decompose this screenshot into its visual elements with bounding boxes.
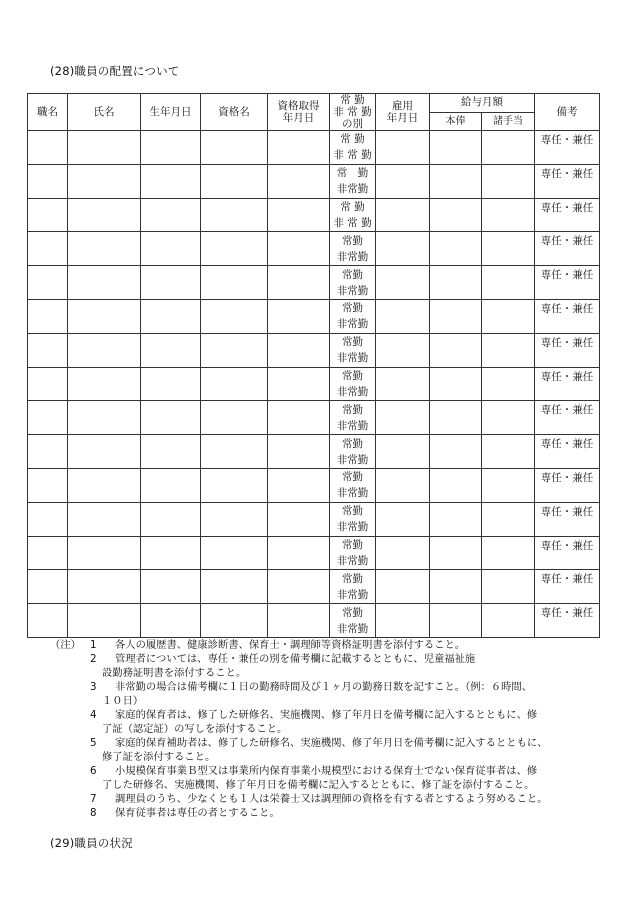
- hire-date-cell[interactable]: [376, 232, 430, 266]
- position-cell[interactable]: [28, 232, 68, 266]
- birth-date-cell[interactable]: [141, 232, 201, 266]
- qualification-cell[interactable]: [201, 536, 268, 570]
- allowances-cell[interactable]: [482, 435, 535, 469]
- qualification-cell[interactable]: [201, 435, 268, 469]
- header-remarks: 備考: [535, 94, 600, 131]
- birth-date-cell[interactable]: [141, 164, 201, 198]
- employment-type-cell[interactable]: [330, 232, 376, 266]
- header-hire-date: [376, 94, 430, 131]
- qualification-date-cell[interactable]: [268, 367, 330, 401]
- position-cell[interactable]: [28, 333, 68, 367]
- allowances-cell[interactable]: [482, 131, 535, 165]
- note-item: [50, 792, 610, 806]
- qualification-cell[interactable]: [201, 570, 268, 604]
- table-row: [28, 198, 600, 232]
- employment-parttime-label: 非常勤: [336, 487, 369, 500]
- table-row: [28, 401, 600, 435]
- name-cell[interactable]: [68, 468, 141, 502]
- hire-date-cell[interactable]: [376, 367, 430, 401]
- qualification-cell[interactable]: [201, 198, 268, 232]
- note-item: [50, 764, 610, 778]
- employment-type-cell[interactable]: [330, 502, 376, 536]
- allowances-cell[interactable]: [482, 367, 535, 401]
- employment-type-cell[interactable]: [330, 570, 376, 604]
- qualification-date-cell[interactable]: [268, 333, 330, 367]
- base-pay-cell[interactable]: [430, 604, 482, 638]
- header-monthly-salary: 給与月額: [430, 94, 535, 113]
- birth-date-cell[interactable]: [141, 131, 201, 165]
- note-item: [50, 708, 610, 722]
- staff-assignment-table: [27, 93, 600, 638]
- qualification-cell[interactable]: [201, 333, 268, 367]
- note-text: 修了証を添付すること。: [102, 751, 216, 763]
- base-pay-cell[interactable]: [430, 232, 482, 266]
- note-text: 非常勤の場合は備考欄に１日の勤務時間及び１ヶ月の勤務日数を記すこと。（例：６時間、: [115, 681, 533, 693]
- hire-date-cell[interactable]: [376, 536, 430, 570]
- employment-parttime-label: 非常勤: [336, 554, 369, 567]
- header-qualification-date-line1: 資格取得: [277, 100, 320, 112]
- employment-parttime-label: 非常勤: [336, 588, 369, 601]
- note-item: [50, 680, 610, 694]
- employment-type-cell[interactable]: [330, 198, 376, 232]
- name-cell[interactable]: [68, 232, 141, 266]
- header-base-pay: 本俸: [430, 112, 482, 131]
- header-qualification: 資格名: [201, 94, 268, 131]
- notes-prefix: （注）: [50, 639, 81, 651]
- section-heading-29: (29)職員の状況: [50, 836, 133, 850]
- remarks-cell[interactable]: 専任・兼任: [535, 468, 600, 502]
- employment-fulltime-label: 常勤: [342, 234, 363, 247]
- name-cell[interactable]: [68, 299, 141, 333]
- employment-parttime-label: 非常勤: [336, 453, 369, 466]
- header-birth-date: 生年月日: [141, 94, 201, 131]
- note-number: 3: [90, 681, 97, 693]
- base-pay-cell[interactable]: [430, 435, 482, 469]
- base-pay-cell[interactable]: [430, 367, 482, 401]
- name-cell[interactable]: [68, 401, 141, 435]
- remarks-cell[interactable]: 専任・兼任: [535, 333, 600, 367]
- employment-parttime-label: 非常勤: [336, 183, 369, 196]
- position-cell[interactable]: [28, 198, 68, 232]
- name-cell[interactable]: [68, 333, 141, 367]
- birth-date-cell[interactable]: [141, 333, 201, 367]
- allowances-cell[interactable]: [482, 536, 535, 570]
- hire-date-cell[interactable]: [376, 164, 430, 198]
- qualification-date-cell[interactable]: [268, 299, 330, 333]
- remarks-cell[interactable]: 専任・兼任: [535, 502, 600, 536]
- employment-parttime-label: 非常勤: [336, 250, 369, 263]
- note-text: 家庭的保育者は、修了した研修名、実施機関、修了年月日を備考欄に記入するとともに、修: [115, 709, 538, 721]
- header-employment-type: [330, 94, 376, 131]
- table-row: [28, 502, 600, 536]
- note-number: 1: [90, 639, 97, 651]
- header-employment-type-line2: 非 常 勤: [333, 106, 372, 118]
- base-pay-cell[interactable]: [430, 333, 482, 367]
- employment-parttime-label: 非常勤: [336, 318, 369, 331]
- table-row: [28, 299, 600, 333]
- position-cell[interactable]: [28, 536, 68, 570]
- base-pay-cell[interactable]: [430, 266, 482, 300]
- table-row: [28, 266, 600, 300]
- position-cell[interactable]: [28, 502, 68, 536]
- allowances-cell[interactable]: [482, 401, 535, 435]
- birth-date-cell[interactable]: [141, 536, 201, 570]
- birth-date-cell[interactable]: [141, 468, 201, 502]
- base-pay-cell[interactable]: [430, 401, 482, 435]
- note-item-continuation: [50, 778, 610, 792]
- qualification-date-cell[interactable]: [268, 266, 330, 300]
- name-cell[interactable]: [68, 164, 141, 198]
- table-row: [28, 536, 600, 570]
- remarks-cell[interactable]: 専任・兼任: [535, 131, 600, 165]
- employment-fulltime-label: 常勤: [342, 268, 363, 281]
- base-pay-cell[interactable]: [430, 502, 482, 536]
- base-pay-cell[interactable]: [430, 198, 482, 232]
- remarks-cell[interactable]: 専任・兼任: [535, 198, 600, 232]
- allowances-cell[interactable]: [482, 502, 535, 536]
- table-row: [28, 604, 600, 638]
- hire-date-cell[interactable]: [376, 604, 430, 638]
- remarks-cell[interactable]: 専任・兼任: [535, 164, 600, 198]
- employment-parttime-label: 非 常 勤: [333, 216, 372, 229]
- header-qualification-date-line2: 年月日: [282, 112, 315, 124]
- employment-fulltime-label: 常勤: [342, 336, 363, 349]
- table-row: [28, 232, 600, 266]
- note-number: 8: [90, 807, 97, 819]
- employment-type-cell[interactable]: [330, 536, 376, 570]
- employment-parttime-label: 非常勤: [336, 419, 369, 432]
- remarks-cell[interactable]: 専任・兼任: [535, 232, 600, 266]
- remarks-cell[interactable]: 専任・兼任: [535, 266, 600, 300]
- note-text: 保育従事者は専任の者とすること。: [115, 807, 280, 819]
- note-text: 管理者については、専任・兼任の別を備考欄に記載するとともに、児童福祉施: [115, 653, 476, 665]
- note-item-continuation: [50, 722, 610, 736]
- birth-date-cell[interactable]: [141, 299, 201, 333]
- base-pay-cell[interactable]: [430, 164, 482, 198]
- remarks-cell[interactable]: 専任・兼任: [535, 401, 600, 435]
- employment-fulltime-label: 常勤: [342, 437, 363, 450]
- note-item: [50, 638, 610, 652]
- position-cell[interactable]: [28, 164, 68, 198]
- qualification-cell[interactable]: [201, 232, 268, 266]
- allowances-cell[interactable]: [482, 299, 535, 333]
- qualification-date-cell[interactable]: [268, 198, 330, 232]
- employment-parttime-label: 非常勤: [336, 284, 369, 297]
- employment-type-cell[interactable]: [330, 468, 376, 502]
- note-number: 6: [90, 765, 97, 777]
- note-number: 5: [90, 737, 97, 749]
- qualification-cell[interactable]: [201, 604, 268, 638]
- employment-parttime-label: 非常勤: [336, 385, 369, 398]
- position-cell[interactable]: [28, 299, 68, 333]
- hire-date-cell[interactable]: [376, 468, 430, 502]
- qualification-date-cell[interactable]: [268, 604, 330, 638]
- section-heading-28: (28)職員の配置について: [50, 64, 180, 78]
- base-pay-cell[interactable]: [430, 536, 482, 570]
- note-item: [50, 736, 610, 750]
- allowances-cell[interactable]: [482, 604, 535, 638]
- table-row: [28, 435, 600, 469]
- note-text: 家庭的保育補助者は、修了した研修名、実施機関、修了年月日を備考欄に記入するとともに、: [115, 737, 548, 749]
- qualification-date-cell[interactable]: [268, 536, 330, 570]
- note-text: １０日）: [102, 695, 144, 707]
- qualification-date-cell[interactable]: [268, 435, 330, 469]
- employment-type-cell[interactable]: [330, 266, 376, 300]
- header-position: 職名: [28, 94, 68, 131]
- birth-date-cell[interactable]: [141, 570, 201, 604]
- qualification-cell[interactable]: [201, 164, 268, 198]
- base-pay-cell[interactable]: [430, 299, 482, 333]
- employment-parttime-label: 非常勤: [336, 352, 369, 365]
- hire-date-cell[interactable]: [376, 435, 430, 469]
- header-hire-date-line1: 雇用: [392, 100, 413, 112]
- hire-date-cell[interactable]: [376, 570, 430, 604]
- header-name: 氏名: [68, 94, 141, 131]
- remarks-cell[interactable]: 専任・兼任: [535, 299, 600, 333]
- header-qualification-date: [268, 94, 330, 131]
- qualification-date-cell[interactable]: [268, 401, 330, 435]
- name-cell[interactable]: [68, 198, 141, 232]
- allowances-cell[interactable]: [482, 468, 535, 502]
- table-row: [28, 570, 600, 604]
- name-cell[interactable]: [68, 570, 141, 604]
- employment-fulltime-label: 常勤: [342, 471, 363, 484]
- base-pay-cell[interactable]: [430, 131, 482, 165]
- birth-date-cell[interactable]: [141, 367, 201, 401]
- base-pay-cell[interactable]: [430, 570, 482, 604]
- position-cell[interactable]: [28, 401, 68, 435]
- hire-date-cell[interactable]: [376, 266, 430, 300]
- hire-date-cell[interactable]: [376, 198, 430, 232]
- table-row: [28, 131, 600, 165]
- hire-date-cell[interactable]: [376, 131, 430, 165]
- birth-date-cell[interactable]: [141, 401, 201, 435]
- header-employment-type-line3: の別: [342, 118, 363, 130]
- birth-date-cell[interactable]: [141, 604, 201, 638]
- remarks-cell[interactable]: 専任・兼任: [535, 604, 600, 638]
- allowances-cell[interactable]: [482, 232, 535, 266]
- note-number: 4: [90, 709, 97, 721]
- position-cell[interactable]: [28, 131, 68, 165]
- qualification-date-cell[interactable]: [268, 502, 330, 536]
- birth-date-cell[interactable]: [141, 502, 201, 536]
- remarks-cell[interactable]: 専任・兼任: [535, 570, 600, 604]
- remarks-cell[interactable]: 専任・兼任: [535, 367, 600, 401]
- allowances-cell[interactable]: [482, 198, 535, 232]
- staff-rows: [28, 131, 600, 638]
- qualification-cell[interactable]: [201, 401, 268, 435]
- header-hire-date-line2: 年月日: [386, 112, 419, 124]
- employment-fulltime-label: 常勤: [342, 538, 363, 551]
- employment-fulltime-label: 常 勤: [340, 133, 365, 146]
- note-text: 了した研修名、実施機関、修了年月日を備考欄に記入するとともに、修了証を添付すること。: [102, 779, 535, 791]
- allowances-cell[interactable]: [482, 164, 535, 198]
- position-cell[interactable]: [28, 435, 68, 469]
- hire-date-cell[interactable]: [376, 401, 430, 435]
- table-row: [28, 367, 600, 401]
- note-number: 7: [90, 793, 97, 805]
- hire-date-cell[interactable]: [376, 299, 430, 333]
- qualification-cell[interactable]: [201, 299, 268, 333]
- employment-fulltime-label: 常勤: [342, 369, 363, 382]
- note-text: 小規模保育事業Ｂ型又は事業所内保育事業小規模型における保育士でない保育従事者は、修: [115, 765, 538, 777]
- employment-fulltime-label: 常勤: [342, 572, 363, 585]
- allowances-cell[interactable]: [482, 333, 535, 367]
- employment-fulltime-label: 常勤: [342, 505, 363, 518]
- base-pay-cell[interactable]: [430, 468, 482, 502]
- employment-fulltime-label: 常 勤: [336, 167, 369, 180]
- employment-type-cell[interactable]: [330, 131, 376, 165]
- qualification-date-cell[interactable]: [268, 570, 330, 604]
- table-row: [28, 164, 600, 198]
- note-text: 設勤務証明書を添付すること。: [102, 667, 247, 679]
- note-item-continuation: [50, 750, 610, 764]
- name-cell[interactable]: [68, 604, 141, 638]
- qualification-date-cell[interactable]: [268, 232, 330, 266]
- birth-date-cell[interactable]: [141, 198, 201, 232]
- employment-type-cell[interactable]: [330, 604, 376, 638]
- qualification-date-cell[interactable]: [268, 131, 330, 165]
- employment-parttime-label: 非 常 勤: [333, 149, 372, 162]
- note-number: 2: [90, 653, 97, 665]
- note-text: 調理員のうち、少なくとも１人は栄養士又は調理師の資格を有する者とするよう努めること。: [115, 793, 548, 805]
- employment-type-cell[interactable]: [330, 401, 376, 435]
- hire-date-cell[interactable]: [376, 502, 430, 536]
- table-row: [28, 333, 600, 367]
- employment-type-cell[interactable]: [330, 164, 376, 198]
- position-cell[interactable]: [28, 570, 68, 604]
- birth-date-cell[interactable]: [141, 266, 201, 300]
- position-cell[interactable]: [28, 266, 68, 300]
- employment-type-cell[interactable]: [330, 299, 376, 333]
- employment-fulltime-label: 常勤: [342, 302, 363, 315]
- note-text: 了証（認定証）の写しを添付すること。: [102, 723, 288, 735]
- position-cell[interactable]: [28, 367, 68, 401]
- hire-date-cell[interactable]: [376, 333, 430, 367]
- note-item-continuation: [50, 666, 610, 680]
- position-cell[interactable]: [28, 468, 68, 502]
- qualification-cell[interactable]: [201, 367, 268, 401]
- allowances-cell[interactable]: [482, 266, 535, 300]
- header-allowances: 諸手当: [482, 112, 535, 131]
- notes-section: [50, 638, 610, 820]
- remarks-cell[interactable]: 専任・兼任: [535, 435, 600, 469]
- header-employment-type-line1: 常 勤: [340, 94, 365, 106]
- allowances-cell[interactable]: [482, 570, 535, 604]
- name-cell[interactable]: [68, 536, 141, 570]
- employment-parttime-label: 非常勤: [336, 622, 369, 635]
- employment-type-cell[interactable]: [330, 333, 376, 367]
- qualification-cell[interactable]: [201, 266, 268, 300]
- employment-parttime-label: 非常勤: [336, 521, 369, 534]
- name-cell[interactable]: [68, 367, 141, 401]
- employment-type-cell[interactable]: [330, 367, 376, 401]
- name-cell[interactable]: [68, 266, 141, 300]
- remarks-cell[interactable]: 専任・兼任: [535, 536, 600, 570]
- note-item: [50, 806, 610, 820]
- qualification-cell[interactable]: [201, 468, 268, 502]
- employment-fulltime-label: 常勤: [342, 606, 363, 619]
- name-cell[interactable]: [68, 435, 141, 469]
- employment-fulltime-label: 常勤: [342, 403, 363, 416]
- note-item: [50, 652, 610, 666]
- employment-type-cell[interactable]: [330, 435, 376, 469]
- note-item-continuation: [50, 694, 610, 708]
- employment-fulltime-label: 常 勤: [340, 200, 365, 213]
- table-row: [28, 468, 600, 502]
- qualification-date-cell[interactable]: [268, 164, 330, 198]
- name-cell[interactable]: [68, 131, 141, 165]
- qualification-cell[interactable]: [201, 502, 268, 536]
- note-text: 各人の履歴書、健康診断書、保育士・調理師等資格証明書を添付すること。: [115, 639, 466, 651]
- name-cell[interactable]: [68, 502, 141, 536]
- position-cell[interactable]: [28, 604, 68, 638]
- birth-date-cell[interactable]: [141, 435, 201, 469]
- qualification-date-cell[interactable]: [268, 468, 330, 502]
- qualification-cell[interactable]: [201, 131, 268, 165]
